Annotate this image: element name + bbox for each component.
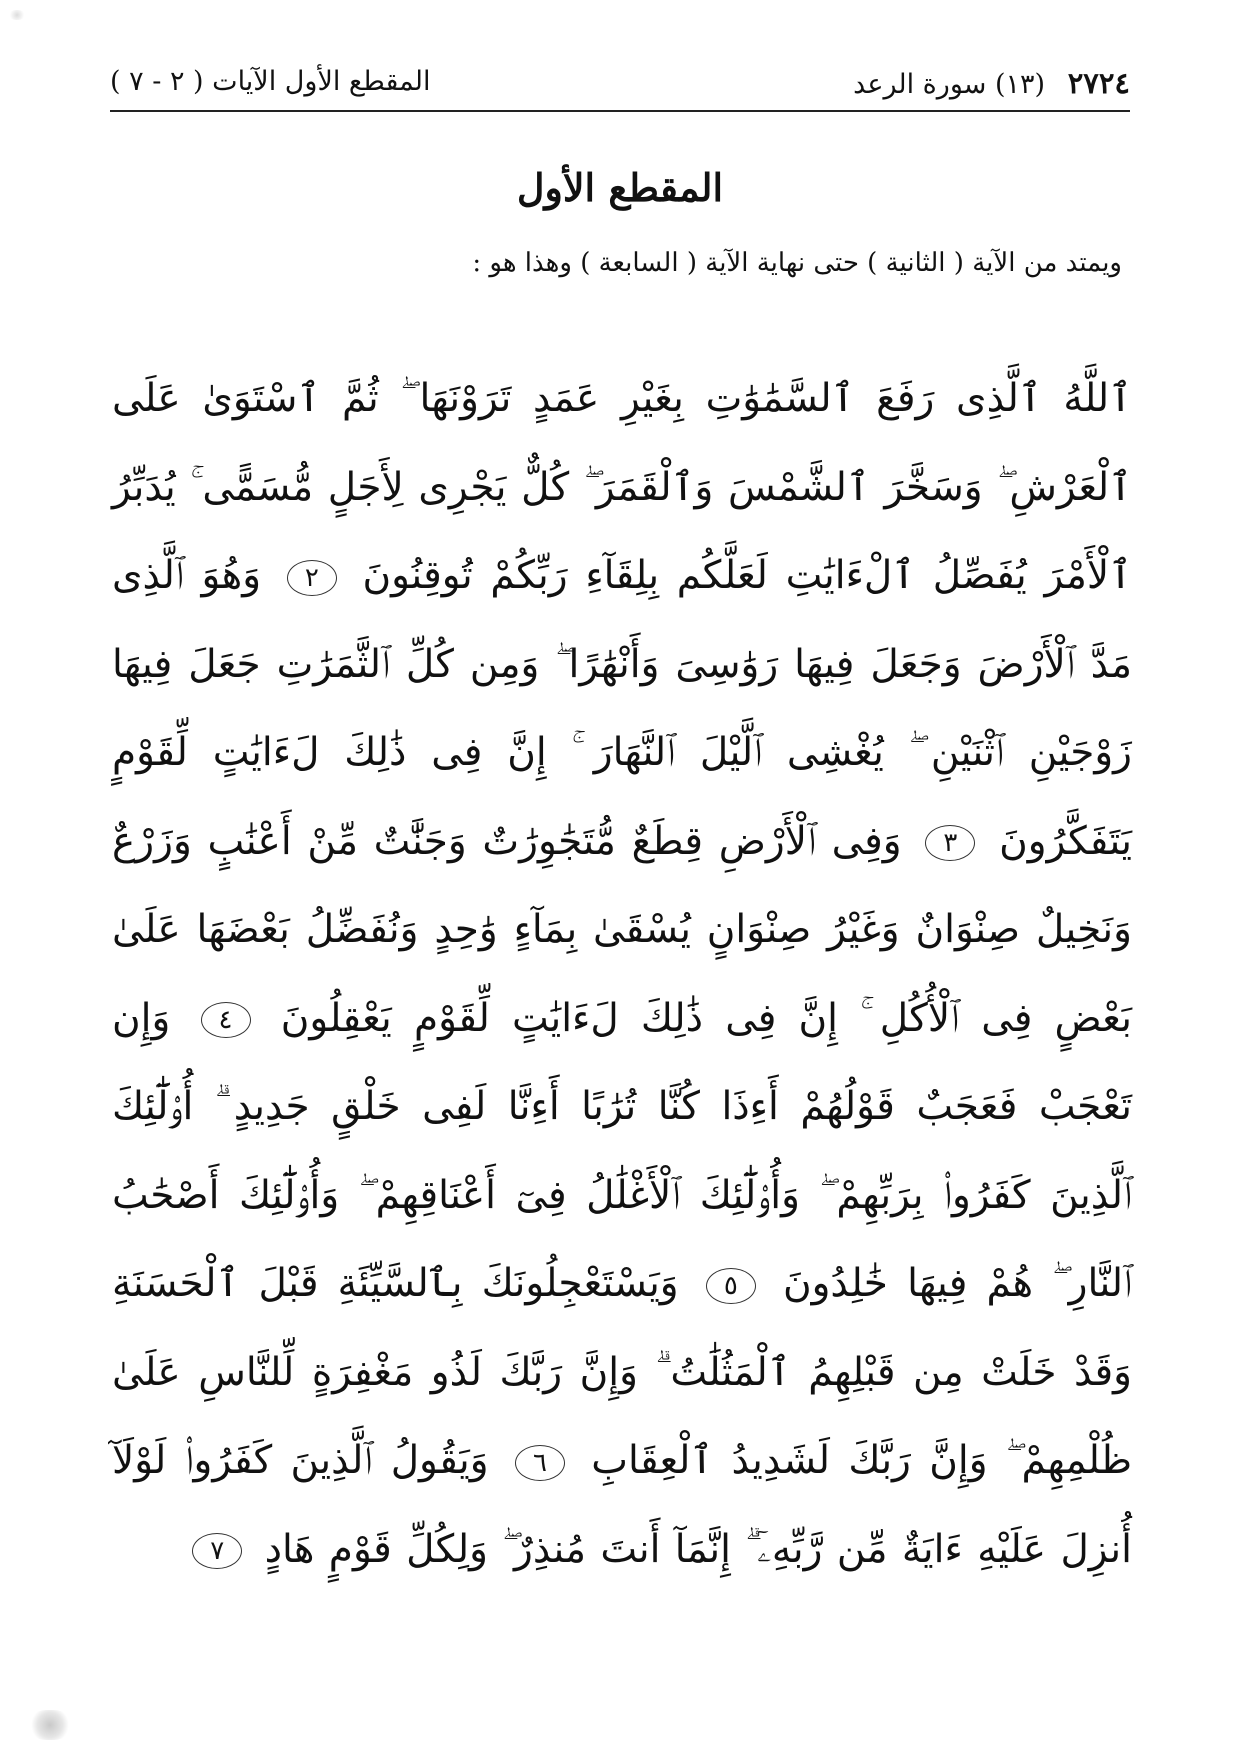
verse-text: وَفِى ٱلْأَرْضِ قِطَعٌ مُّتَجَٰوِرَٰتٌ وَجَنَّٰتٌ مِّنْ أَعْنَٰبٍ وَزَرْعٌ وَنَخِيلٌ صِنْوَانٌ وَغَيْرُ صِنْوَانٍ يُسْقَىٰ بِمَآءٍ وَٰحِدٍ وَنُفَضِّلُ بَعْضَهَا عَلَىٰ بَعْضٍ فِى ٱلْأُكُلِ ۚ إِنَّ فِى ذَٰلِكَ لَءَايَٰتٍ لِّقَوْمٍ يَعْقِلُونَ: [112, 818, 1132, 1041]
verses-block: [112, 355, 1132, 1594]
verse-text: ٱللَّهُ ٱلَّذِى رَفَعَ ٱلسَّمَٰوَٰتِ بِغَيْرِ عَمَدٍ تَرَوْنَهَا ۖ ثُمَّ ٱسْتَوَىٰ عَلَى ٱلْعَرْشِ ۖ وَسَخَّرَ ٱلشَّمْسَ وَٱلْقَمَرَ ۖ كُلٌّ يَجْرِى لِأَجَلٍ مُّسَمًّى ۚ يُدَبِّرُ ٱلْأَمْرَ يُفَصِّلُ ٱلْءَايَٰتِ لَعَلَّكُم بِلِقَآءِ رَبِّكُمْ تُوقِنُونَ: [112, 376, 1132, 598]
header-divider: [110, 110, 1130, 112]
verse-text: وَهُوَ ٱلَّذِى مَدَّ ٱلْأَرْضَ وَجَعَلَ فِيهَا رَوَٰسِىَ وَأَنْهَٰرًا ۖ وَمِن كُلِّ ٱلثَّمَرَٰتِ جَعَلَ فِيهَا زَوْجَيْنِ ٱثْنَيْنِ ۖ يُغْشِى ٱلَّيْلَ ٱلنَّهَارَ ۚ إِنَّ فِى ذَٰلِكَ لَءَايَٰتٍ لِّقَوْمٍ يَتَفَكَّرُونَ: [112, 553, 1132, 864]
verse-text: وَإِن تَعْجَبْ فَعَجَبٌ قَوْلُهُمْ أَءِذَا كُنَّا تُرَٰبًا أَءِنَّا لَفِى خَلْقٍ جَدِيدٍ ۗ أُو۟لَٰٓئِكَ ٱلَّذِينَ كَفَرُوا۟ بِرَبِّهِمْ ۖ وَأُو۟لَٰٓئِكَ ٱلْأَغْلَٰلُ فِىٓ أَعْنَاقِهِمْ ۖ وَأُو۟لَٰٓئِكَ أَصْحَٰبُ ٱلنَّارِ ۖ هُمْ فِيهَا خَٰلِدُونَ: [112, 995, 1132, 1306]
ayah-number-marker: ٦: [515, 1445, 565, 1481]
page-header: [110, 62, 1130, 112]
verse-text: وَيَسْتَعْجِلُونَكَ بِٱلسَّيِّئَةِ قَبْلَ ٱلْحَسَنَةِ وَقَدْ خَلَتْ مِن قَبْلِهِمُ ٱلْمَثُلَٰتُ ۗ وَإِنَّ رَبَّكَ لَذُو مَغْفِرَةٍ لِّلنَّاسِ عَلَىٰ ظُلْمِهِمْ ۖ وَإِنَّ رَبَّكَ لَشَدِيدُ ٱلْعِقَابِ: [112, 1261, 1132, 1483]
ayah-number-marker: ٤: [201, 1002, 251, 1038]
scan-artifact: [8, 10, 26, 20]
ayah-number-marker: ٣: [925, 825, 975, 861]
intro-text: ويمتد من الآية ( الثانية ) حتى نهاية الآية ( السابعة ) وهذا هو :: [472, 248, 1122, 278]
section-reference: المقطع الأول الآيات ( ٢ - ٧ ): [110, 66, 431, 97]
ayah-number-marker: ٥: [706, 1268, 756, 1304]
ayah-number-marker: ٢: [287, 560, 337, 596]
ayah-number-marker: ٧: [192, 1533, 242, 1569]
surah-name: (١٣) سورة الرعد: [853, 69, 1046, 100]
header-right: [853, 66, 1130, 100]
page-number: ٢٧٢٤: [1067, 66, 1130, 100]
section-title: المقطع الأول: [516, 165, 724, 210]
verse-text: وَيَقُولُ ٱلَّذِينَ كَفَرُوا۟ لَوْلَآ أُنزِلَ عَلَيْهِ ءَايَةٌ مِّن رَّبِّهِۦٓ ۗ إِنَّمَآ أَنتَ مُنذِرٌ ۖ وَلِكُلِّ قَوْمٍ هَادٍ: [112, 1438, 1132, 1572]
scan-artifact: [30, 1710, 70, 1740]
